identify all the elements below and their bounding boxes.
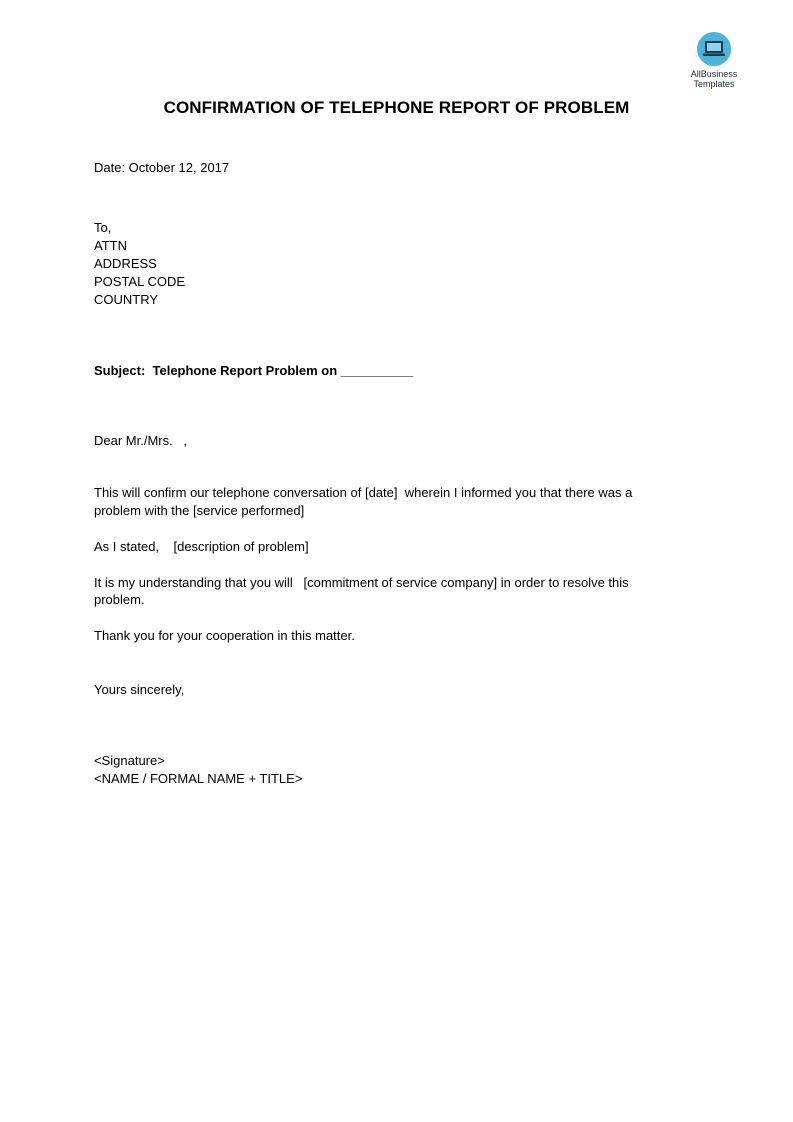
closing: Yours sincerely, (94, 682, 185, 697)
body-paragraph-4: Thank you for your cooperation in this matter. (94, 628, 355, 643)
address-to: To, (94, 220, 112, 235)
subject-line: Subject: Telephone Report Problem on __________ (94, 363, 414, 378)
address-country: COUNTRY (94, 292, 159, 307)
laptop-icon (697, 32, 731, 66)
name-title-placeholder: <NAME / FORMAL NAME + TITLE> (94, 771, 303, 786)
body-paragraph-3-line-1: It is my understanding that you will [commitment of service company] in order to resolve this (94, 575, 629, 590)
address-postal-code: POSTAL CODE (94, 274, 186, 289)
body-paragraph-1-line-2: problem with the [service performed] (94, 503, 305, 518)
logo-line-2: Templates (693, 79, 735, 89)
address-address: ADDRESS (94, 256, 157, 271)
date-line: Date: October 12, 2017 (94, 160, 230, 175)
document-title: CONFIRMATION OF TELEPHONE REPORT OF PROBLEM (163, 98, 630, 117)
logo-line-1: AllBusiness (690, 69, 738, 79)
salutation: Dear Mr./Mrs. , (94, 433, 188, 448)
body-paragraph-1-line-1: This will confirm our telephone conversation of [date] wherein I informed you that there was a (94, 485, 633, 500)
logo-text (682, 69, 746, 89)
body-paragraph-2: As I stated, [description of problem] (94, 539, 309, 554)
signature-placeholder: <Signature> (94, 753, 165, 768)
brand-logo (682, 32, 746, 89)
body-paragraph-3-line-2: problem. (94, 592, 145, 607)
address-attn: ATTN (94, 238, 127, 253)
